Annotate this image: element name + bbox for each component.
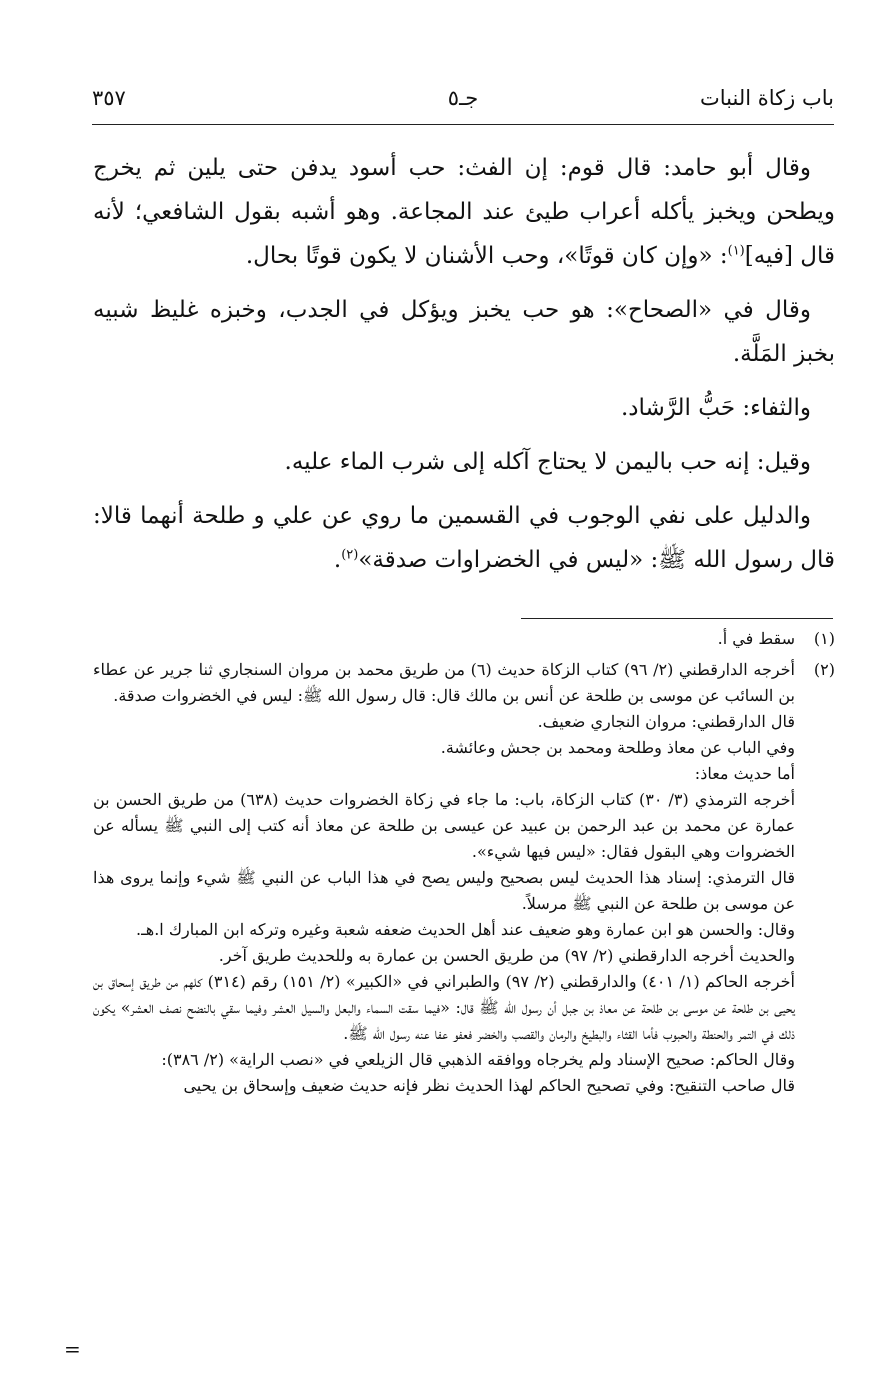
footnote-separator <box>521 618 833 619</box>
footnote-line: قال الدارقطني: مروان النجاري ضعيف. <box>537 712 795 731</box>
footnote-line: أخرجه الترمذي (٣/ ٣٠) كتاب الزكاة، باب: ما جاء في زكاة الخضروات حديث (٦٣٨) من طريق الحسن بن عمارة عن محمد بن عبد الرحمن بن عبيد عن عيسى بن طلحة عن معاذ أنه كتب إلى النبي ﷺ يسأله عن الخضروات وهي البقول فقال: «ليس فيها شيء». <box>93 790 796 861</box>
footnote-line: سقط في أ. <box>717 629 795 648</box>
footnote-line: قال صاحب التنقيح: وفي تصحيح الحاكم لهذا الحديث نظر فإنه حديث ضعيف وإسحاق بن يحيى <box>183 1076 795 1095</box>
main-text <box>93 146 835 592</box>
main-paragraph: وقال أبو حامد: قال قوم: إن الفث: حب أسود يدفن حتى يلين ثم يخرج ويطحن ويخبز يأكله أعراب طيئ عند المجاعة. وهو أشبه بقول الشافعي؛ لأنه قال [فيه]$^{(١)}$: «وإن كان قوتًا»، وحب الأشنان لا يكون قوتًا بحال. <box>93 155 835 269</box>
footnote-ref[interactable]: (١) <box>727 243 745 259</box>
main-paragraph: والثفاء: حَبُّ الرَّشاد. <box>621 395 811 421</box>
footnote-line: وفي الباب عن معاذ وطلحة ومحمد بن جحش وعائشة. <box>440 738 795 757</box>
footnote-line: والحديث أخرجه الدارقطني (٢/ ٩٧) من طريق الحسن بن عمارة به وللحديث طريق آخر. <box>218 946 795 965</box>
running-header <box>92 86 834 120</box>
continuation-mark: = <box>64 1337 81 1361</box>
footnote-line: وقال الحاكم: صحيح الإسناد ولم يخرجاه ووافقه الذهبي قال الزيلعي في «نصب الراية» (٢/ ٣٨٦): <box>161 1050 795 1069</box>
footnote-line: أما حديث معاذ: <box>694 764 795 783</box>
footnote-line: أخرجه الدارقطني (٢/ ٩٦) كتاب الزكاة حديث (٦) من طريق محمد بن مروان السنجاري ثنا جرير عن عطاء بن السائب عن موسى بن طلحة عن أنس بن مالك قال: قال رسول الله ﷺ: ليس في الخضروات صدقة. <box>93 660 795 705</box>
footnote-number: (٢) <box>813 660 835 679</box>
footnote-ref[interactable]: (٢) <box>341 547 359 563</box>
chapter-title: باب زكاة النبات <box>700 86 834 110</box>
main-paragraph: والدليل على نفي الوجوب في القسمين ما روي عن علي و طلحة أنهما قالا: قال رسول الله ﷺ: «ليس في الخضراوات صدقة»$^{(٢)}$. <box>93 503 835 573</box>
footnote-number: (١) <box>813 629 835 648</box>
volume-label: جـ٥ <box>447 86 479 110</box>
main-paragraph: وقال في «الصحاح»: هو حب يخبز ويؤكل في الجدب، وخبزه غليظ شبيه بخبز المَلَّة. <box>93 297 835 367</box>
footnote <box>93 657 835 1099</box>
main-paragraph: وقيل: إنه حب باليمن لا يحتاج آكله إلى شرب الماء عليه. <box>284 449 811 475</box>
page-number: ٣٥٧ <box>92 86 126 110</box>
footnotes <box>93 626 835 1099</box>
footnote <box>93 626 835 652</box>
footnote-line: قال الترمذي: إسناد هذا الحديث ليس بصحيح وليس يصح في هذا الباب عن النبي ﷺ شيء وإنما يروى هذا عن موسى بن طلحة عن النبي ﷺ مرسلاً. <box>93 868 796 913</box>
footnote-line: أخرجه الحاكم (١/ ٤٠١) والدارقطني (٢/ ٩٧) والطبراني في «الكبير» (٢/ ١٥١) رقم (٣١٤) كلهم من طريق إسحاق بن يحيى بن طلحة عن موسى بن طلحة عن معاذ بن جبل أن رسول الله ﷺ قال: «فيما سقت السماء والبعل والسيل العشر وفيما سقي بالنضح نصف العشر» يكون ذلك في التمر والحنطة والحبوب فأما القثاء والبطيخ والرمان والقصب والخضر فعفو عفا عنه رسول الله ﷺ. <box>93 972 796 1043</box>
footnote-line: وقال: والحسن هو ابن عمارة وهو ضعيف عند أهل الحديث ضعفه شعبة وغيره وتركه ابن المبارك ا.هـ. <box>136 920 795 939</box>
header-rule <box>92 124 834 125</box>
